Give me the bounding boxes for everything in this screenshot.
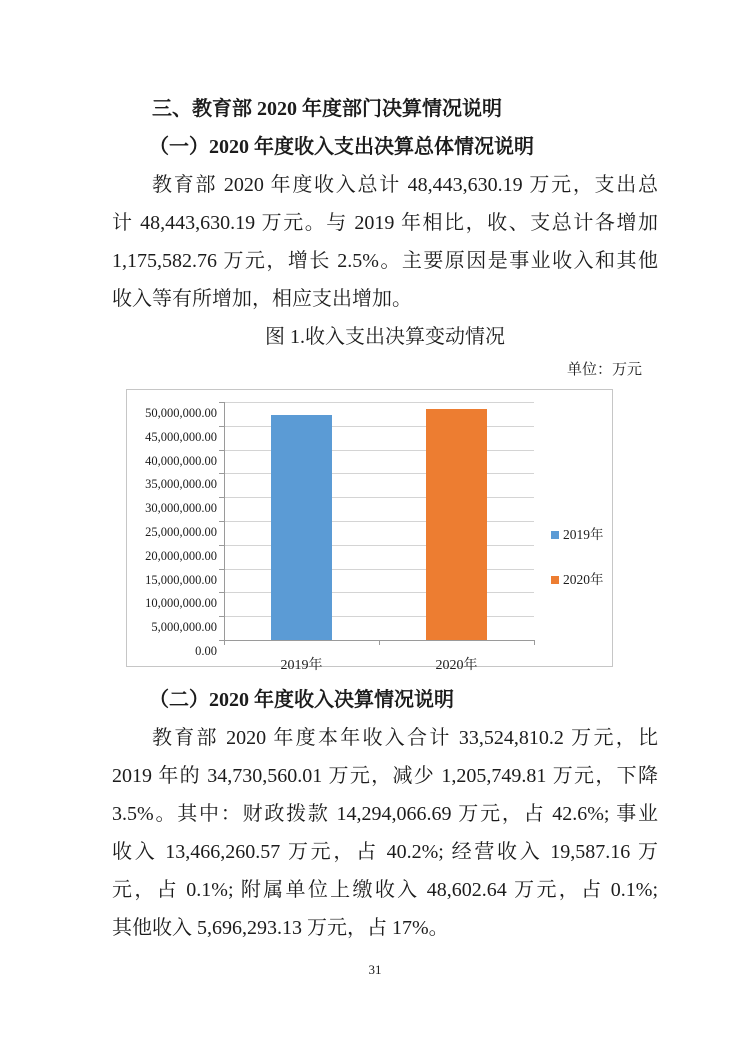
y-axis-line xyxy=(224,402,225,641)
section1-heading: （一）2020 年度收入支出决算总体情况说明 xyxy=(149,136,534,158)
x-axis-category-label: 2019年 xyxy=(280,658,323,673)
y-axis-tick-label: 35,000,000.00 xyxy=(145,477,217,492)
document-content xyxy=(112,90,658,947)
y-axis-tick-label: 25,000,000.00 xyxy=(145,525,217,539)
figure1-unit-label: 单位：万元 xyxy=(566,362,642,378)
paragraph-line: 教育部 2020 年度收入总计 48,443,630.19 万元，支出总 xyxy=(152,174,658,196)
section1-paragraph xyxy=(112,166,658,318)
paragraph-line: 收入等有所增加，相应支出增加。 xyxy=(112,288,412,310)
y-axis-tick-label: 5,000,000.00 xyxy=(151,620,217,635)
chart-gridline xyxy=(224,402,534,403)
doc-title: 三、教育部 2020 年度部门决算情况说明 xyxy=(152,98,502,120)
chart-legend xyxy=(551,516,604,599)
y-axis-tick-label: 40,000,000.00 xyxy=(145,453,217,468)
y-axis-tick-label: 15,000,000.00 xyxy=(145,572,217,587)
legend-item xyxy=(551,561,604,599)
paragraph-line: 元，占 0.1%; 附属单位上缴收入 48,602.64 万元，占 0.1%; xyxy=(112,879,658,901)
chart-bar xyxy=(426,409,487,640)
legend-label: 2019年 xyxy=(563,527,604,542)
paragraph-line: 计 48,443,630.19 万元。与 2019 年相比，收、支总计各增加 xyxy=(112,212,658,234)
legend-color-swatch xyxy=(551,576,559,584)
paragraph-line: 1,175,582.76 万元，增长 2.5%。主要原因是事业收入和其他 xyxy=(112,250,658,272)
x-axis-tick xyxy=(224,640,225,645)
page-number: 31 xyxy=(368,962,382,977)
y-axis-tick-label: 30,000,000.00 xyxy=(145,501,217,516)
paragraph-line: 其他收入 5,696,293.13 万元，占 17%。 xyxy=(112,917,449,939)
figure1-caption: 图 1.收入支出决算变动情况 xyxy=(265,326,505,348)
y-axis-tick-label: 45,000,000.00 xyxy=(145,429,217,444)
paragraph-line: 2019 年的 34,730,560.01 万元，减少 1,205,749.81 万元，下降 xyxy=(112,765,658,787)
x-axis-tick xyxy=(534,640,535,645)
paragraph-line: 教育部 2020 年度本年收入合计 33,524,810.2 万元，比 xyxy=(152,727,658,749)
x-axis-category-label: 2020年 xyxy=(435,658,478,673)
legend-label: 2020年 xyxy=(563,572,604,587)
y-axis-tick-label: 10,000,000.00 xyxy=(145,596,217,611)
chart-bar xyxy=(271,415,332,640)
y-axis-tick-label: 0.00 xyxy=(195,644,217,658)
legend-color-swatch xyxy=(551,531,559,539)
section2-heading: （二）2020 年度收入决算情况说明 xyxy=(149,689,454,711)
y-axis-tick-label: 50,000,000.00 xyxy=(145,406,217,420)
x-axis-tick xyxy=(379,640,380,645)
paragraph-line: 收入 13,466,260.57 万元，占 40.2%; 经营收入 19,587.16 万 xyxy=(112,841,658,863)
figure1-bar-chart xyxy=(126,389,613,673)
legend-item xyxy=(551,516,604,554)
paragraph-line: 3.5%。其中：财政拨款 14,294,066.69 万元，占 42.6%; 事业 xyxy=(112,803,658,825)
section2-paragraph xyxy=(112,719,658,947)
y-axis-tick-label: 20,000,000.00 xyxy=(145,548,217,563)
